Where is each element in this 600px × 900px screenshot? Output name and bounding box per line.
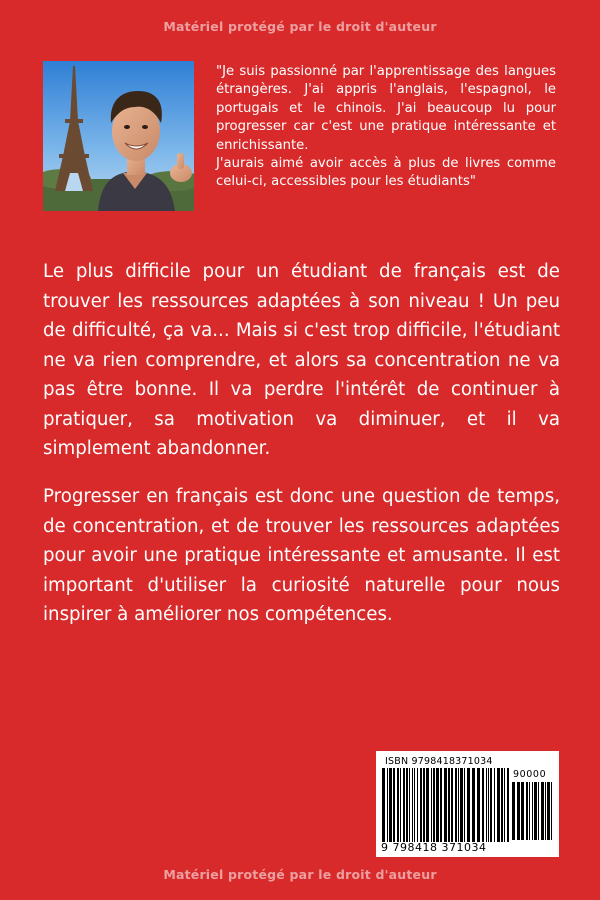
barcode-bar bbox=[412, 768, 413, 842]
barcode-bars-main bbox=[382, 768, 512, 842]
barcode-bar bbox=[526, 782, 528, 840]
barcode-bar bbox=[448, 768, 450, 842]
barcode-bar bbox=[458, 768, 459, 842]
barcode-bar bbox=[517, 782, 520, 840]
barcode-bar bbox=[472, 768, 475, 842]
barcode-bar bbox=[444, 768, 447, 842]
barcode-bar bbox=[486, 768, 487, 842]
barcode-bar bbox=[431, 768, 432, 842]
barcode-bar bbox=[547, 782, 550, 840]
barcode-bar bbox=[504, 768, 505, 842]
barcode-bar bbox=[406, 768, 408, 842]
barcode-bar bbox=[423, 768, 425, 842]
barcode-bar bbox=[521, 782, 524, 840]
barcode-bar bbox=[529, 782, 530, 840]
barcode-bar bbox=[400, 768, 401, 842]
barcode-bar bbox=[426, 768, 429, 842]
barcode-bar bbox=[409, 768, 410, 842]
body-paragraph-1 bbox=[43, 257, 560, 464]
barcode-bar bbox=[467, 768, 470, 842]
barcode-bar bbox=[389, 768, 392, 842]
barcode-bar bbox=[497, 768, 500, 842]
barcode-bar bbox=[512, 782, 515, 840]
barcode-bar bbox=[482, 768, 484, 842]
barcode-bar bbox=[414, 768, 415, 842]
barcode-bar bbox=[488, 768, 489, 842]
copyright-watermark-bottom: Matériel protégé par le droit d'auteur bbox=[163, 867, 437, 882]
body-paragraph-1-text: Le plus difficile pour un étudiant de français est de trouver les ressources adaptées à son niveau ! Un peu de difficulté, ça va... Mais si c'est trop difficile, l'étudiant ne va rien comprendre, et alors sa concentration ne va pas être bonne. Il va perdre l'intérêt de continuer à pratiquer, sa motivation va diminuer, et il va simplement abandonner. bbox=[43, 261, 560, 459]
barcode-bar bbox=[494, 768, 495, 842]
barcode-addon-number: 90000 bbox=[513, 769, 547, 780]
barcode-bar bbox=[460, 768, 463, 842]
barcode-bar bbox=[433, 768, 435, 842]
author-quote-line-2: J'aurais aimé avoir accès à plus de livres comme celui-ci, accessibles pour les étudiants" bbox=[216, 156, 556, 190]
barcode-bar bbox=[532, 782, 533, 840]
barcode-digits: 9 798418 371034 bbox=[381, 841, 487, 854]
barcode-bar bbox=[477, 768, 480, 842]
barcode-bar bbox=[507, 768, 509, 842]
isbn-label: ISBN 9798418371034 bbox=[385, 756, 493, 767]
author-quote bbox=[216, 63, 556, 192]
isbn-barcode bbox=[376, 751, 559, 857]
barcode-bar bbox=[382, 768, 385, 842]
author-photo bbox=[43, 61, 194, 211]
barcode-bar bbox=[393, 768, 395, 842]
barcode-bar bbox=[501, 768, 503, 842]
barcode-bar bbox=[545, 782, 546, 840]
barcode-bar bbox=[534, 782, 537, 840]
copyright-watermark-top: Matériel protégé par le droit d'auteur bbox=[163, 19, 437, 34]
author-quote-line-1: "Je suis passionné par l'apprentissage des langues étrangères. J'ai appris l'anglais, l'espagnol, le portugais et le chinois. J'ai beaucoup lu pour progresser car c'est une pratique intéressante et enrichissante. bbox=[216, 64, 556, 153]
barcode-bars-addon bbox=[512, 782, 554, 840]
barcode-bar bbox=[464, 768, 465, 842]
barcode-bar bbox=[417, 768, 418, 842]
barcode-bar bbox=[436, 768, 439, 842]
body-paragraph-2 bbox=[43, 482, 560, 630]
barcode-bar bbox=[538, 782, 539, 840]
barcode-bar bbox=[403, 768, 405, 842]
barcode-bar bbox=[440, 768, 442, 842]
barcode-bar bbox=[397, 768, 399, 842]
barcode-bar bbox=[490, 768, 492, 842]
barcode-bar bbox=[420, 768, 422, 842]
barcode-bar bbox=[451, 768, 453, 842]
barcode-bar bbox=[455, 768, 457, 842]
body-paragraph-2-text: Progresser en français est donc une question de temps, de concentration, et de trouver les ressources adaptées pour avoir une pratique intéressante et amusante. Il est important d'utiliser la curiosité naturelle pour nous inspirer à améliorer nos compétences. bbox=[43, 486, 560, 625]
barcode-bar bbox=[387, 768, 388, 842]
barcode-bar bbox=[541, 782, 544, 840]
barcode-bar bbox=[551, 782, 552, 840]
author-photo-illustration bbox=[43, 61, 194, 211]
